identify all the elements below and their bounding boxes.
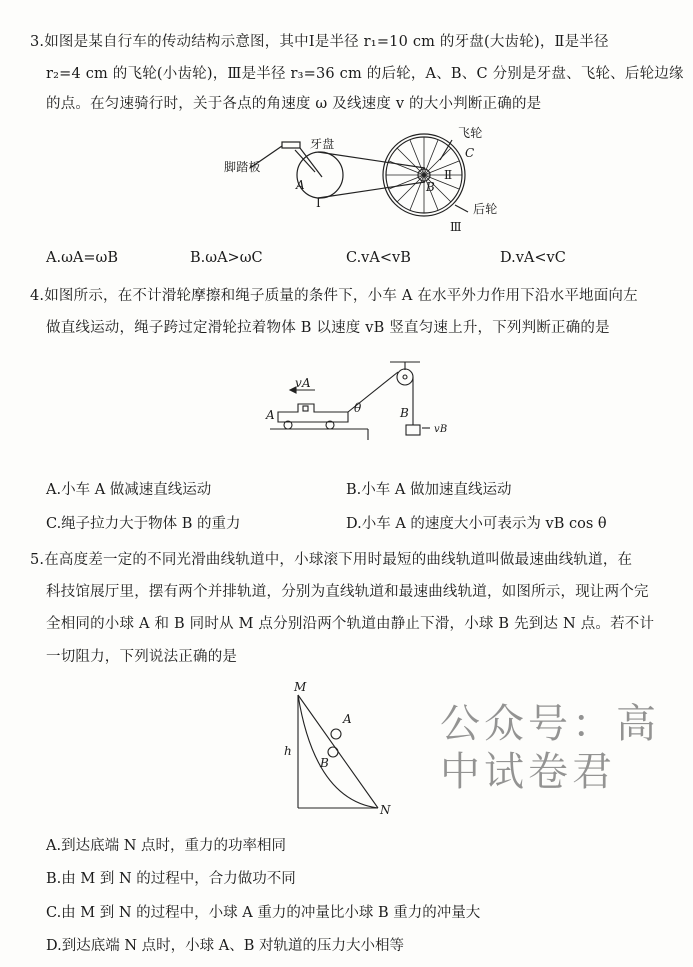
q4-option-a[interactable]: A.小车 A 做减速直线运动: [46, 482, 212, 498]
q4-option-b[interactable]: B.小车 A 做加速直线运动: [346, 482, 512, 498]
q3-text-line-2: r₂=4 cm 的飞轮(小齿轮)，Ⅲ是半径 r₃=36 cm 的后轮，A、B、C 分别是牙盘、飞轮、后轮边缘: [46, 66, 684, 82]
point-c-label: C: [465, 146, 475, 160]
chainring-label: 牙盘: [310, 137, 335, 151]
q3-text-line-1: 3.如图是某自行车的传动结构示意图，其中Ⅰ是半径 r₁=10 cm 的牙盘(大齿轮)，Ⅱ是半径: [30, 34, 609, 50]
flywheel-label: 飞轮: [458, 126, 483, 140]
block-b-label: B: [400, 406, 410, 420]
q5-option-d[interactable]: D.到达底端 N 点时，小球 A、B 对轨道的压力大小相等: [46, 938, 404, 954]
point-m-label: M: [294, 680, 307, 694]
vb-label: vB: [434, 424, 448, 435]
q3-option-a[interactable]: A.ωA=ωB: [46, 250, 119, 266]
q3-option-c[interactable]: C.vA<vB: [346, 250, 411, 266]
q3-option-d[interactable]: D.vA<vC: [500, 250, 566, 266]
cart-a-label: A: [266, 408, 275, 422]
point-a-label: A: [296, 178, 305, 192]
rear-wheel-label: 后轮: [473, 202, 498, 216]
point-b-label: B: [426, 180, 436, 194]
pedal-label: 脚踏板: [224, 160, 261, 174]
va-label: vA: [295, 376, 311, 390]
q5-text-line-3: 全相同的小球 A 和 B 同时从 M 点分别沿两个轨道由静止下滑，小球 B 先到达 N 点。若不计: [46, 616, 655, 632]
bicycle-transmission-figure: [200, 120, 550, 250]
q4-option-c[interactable]: C.绳子拉力大于物体 B 的重力: [46, 516, 241, 532]
q5-text-line-1: 5.在高度差一定的不同光滑曲线轨道中，小球滚下用时最短的曲线轨道叫做最速曲线轨道，在: [30, 552, 633, 568]
label-iii: Ⅲ: [450, 220, 462, 234]
q4-text-line-1: 4.如图所示，在不计滑轮摩擦和绳子质量的条件下，小车 A 在水平外力作用下沿水平地面向左: [30, 288, 638, 304]
q3-option-b[interactable]: B.ωA>ωC: [190, 250, 263, 266]
q3-text-line-3: 的点。在匀速骑行时，关于各点的角速度 ω 及线速度 v 的大小判断正确的是: [46, 96, 542, 112]
q4-text-line-2: 做直线运动，绳子跨过定滑轮拉着物体 B 以速度 vB 竖直匀速上升，下列判断正确的是: [46, 320, 610, 336]
q5-option-b[interactable]: B.由 M 到 N 的过程中，合力做功不同: [46, 871, 296, 887]
ball-a-label: A: [343, 712, 352, 726]
pulley-cart-figure: [270, 360, 520, 440]
ball-b-label: B: [320, 756, 330, 770]
q5-option-c[interactable]: C.由 M 到 N 的过程中，小球 A 重力的冲量比小球 B 重力的冲量大: [46, 905, 481, 921]
point-n-label: N: [380, 803, 391, 817]
label-i: Ⅰ: [316, 196, 321, 210]
watermark: 公众号：高中试卷君: [440, 701, 660, 795]
q5-text-line-2: 科技馆展厅里，摆有两个并排轨道，分别为直线轨道和最速曲线轨道，如图所示，现让两个完: [46, 584, 649, 600]
q5-option-a[interactable]: A.到达底端 N 点时，重力的功率相同: [46, 838, 286, 854]
label-ii: Ⅱ: [444, 168, 453, 182]
theta-label: θ: [354, 401, 362, 415]
track-figure: [290, 690, 390, 815]
q5-text-line-4: 一切阻力，下列说法正确的是: [46, 649, 238, 665]
height-h-label: h: [284, 744, 292, 758]
q4-option-d[interactable]: D.小车 A 的速度大小可表示为 vB cos θ: [346, 516, 607, 532]
